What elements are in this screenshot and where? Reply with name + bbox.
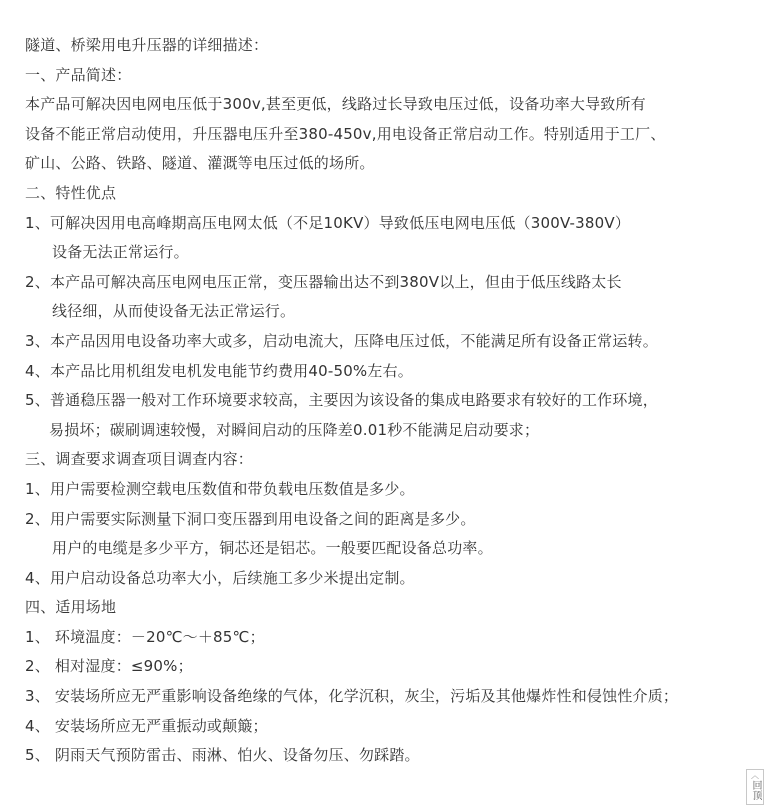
feature-item: 5、普通稳压器一般对工作环境要求较高，主要因为该设备的集成电路要求有较好的工作环境，	[25, 391, 658, 410]
chevron-up-icon: ︿	[751, 771, 759, 780]
back-to-top-label: 回顶	[750, 780, 761, 800]
back-to-top-button[interactable]	[746, 769, 764, 805]
survey-item-continuation: 用户的电缆是多少平方，铜芯还是铝芯。一般要匹配设备总功率。	[52, 539, 493, 558]
feature-item: 1、可解决因用电高峰期高压电网太低（不足10KV）导致低压电网电压低（300V-380V）	[25, 213, 631, 232]
site-condition-item: 3、 安装场所应无严重影响设备绝缘的气体，化学沉积，灰尘，污垢及其他爆炸性和侵蚀性介质；	[25, 687, 679, 706]
survey-item: 2、用户需要实际测量下洞口变压器到用电设备之间的距离是多少。	[25, 509, 476, 528]
feature-item-continuation: 易损坏；碳刷调速较慢，对瞬间启动的压降差0.01秒不能满足启动要求；	[49, 420, 540, 439]
survey-item: 1、用户需要检测空载电压数值和带负载电压数值是多少。	[25, 479, 415, 498]
site-condition-item: 4、 安装场所应无严重振动或颠簸；	[25, 716, 268, 735]
feature-item-continuation: 线径细，从而使设备无法正常运行。	[52, 302, 296, 321]
section-heading-survey: 三、调查要求调查项目调查内容：	[25, 450, 254, 469]
section-heading-sites: 四、适用场地	[25, 598, 117, 617]
doc-title: 隧道、桥梁用电升压器的详细描述：	[25, 36, 269, 54]
feature-item: 2、本产品可解决高压电网电压正常，变压器输出达不到380V以上，但由于低压线路太长	[25, 272, 622, 291]
overview-paragraph-line: 矿山、公路、铁路、隧道、灌溉等电压过低的场所。	[25, 154, 375, 173]
site-condition-item: 1、 环境温度：－20℃～＋85℃；	[25, 627, 265, 646]
overview-paragraph-line: 设备不能正常启动使用，升压器电压升至380-450v,用电设备正常启动工作。特别适用于工厂、	[25, 124, 666, 143]
survey-item: 4、用户启动设备总功率大小，后续施工多少米提出定制。	[25, 568, 415, 587]
site-condition-item: 5、 阴雨天气预防雷击、雨淋、怕火、设备勿压、勿踩踏。	[25, 746, 420, 765]
section-heading-overview: 一、产品简述：	[25, 65, 132, 84]
section-heading-features: 二、特性优点	[25, 183, 117, 202]
site-condition-item: 2、 相对湿度：≤90%；	[25, 657, 193, 676]
feature-item-continuation: 设备无法正常运行。	[52, 243, 189, 262]
feature-item: 4、本产品比用机组发电机发电能节约费用40-50%左右。	[25, 361, 413, 380]
feature-item: 3、本产品因用电设备功率大或多，启动电流大，压降电压过低，不能满足所有设备正常运转。	[25, 331, 658, 350]
overview-paragraph-line: 本产品可解决因电网电压低于300v,甚至更低，线路过长导致电压过低，设备功率大导致所有	[25, 95, 646, 114]
product-description	[25, 31, 760, 771]
